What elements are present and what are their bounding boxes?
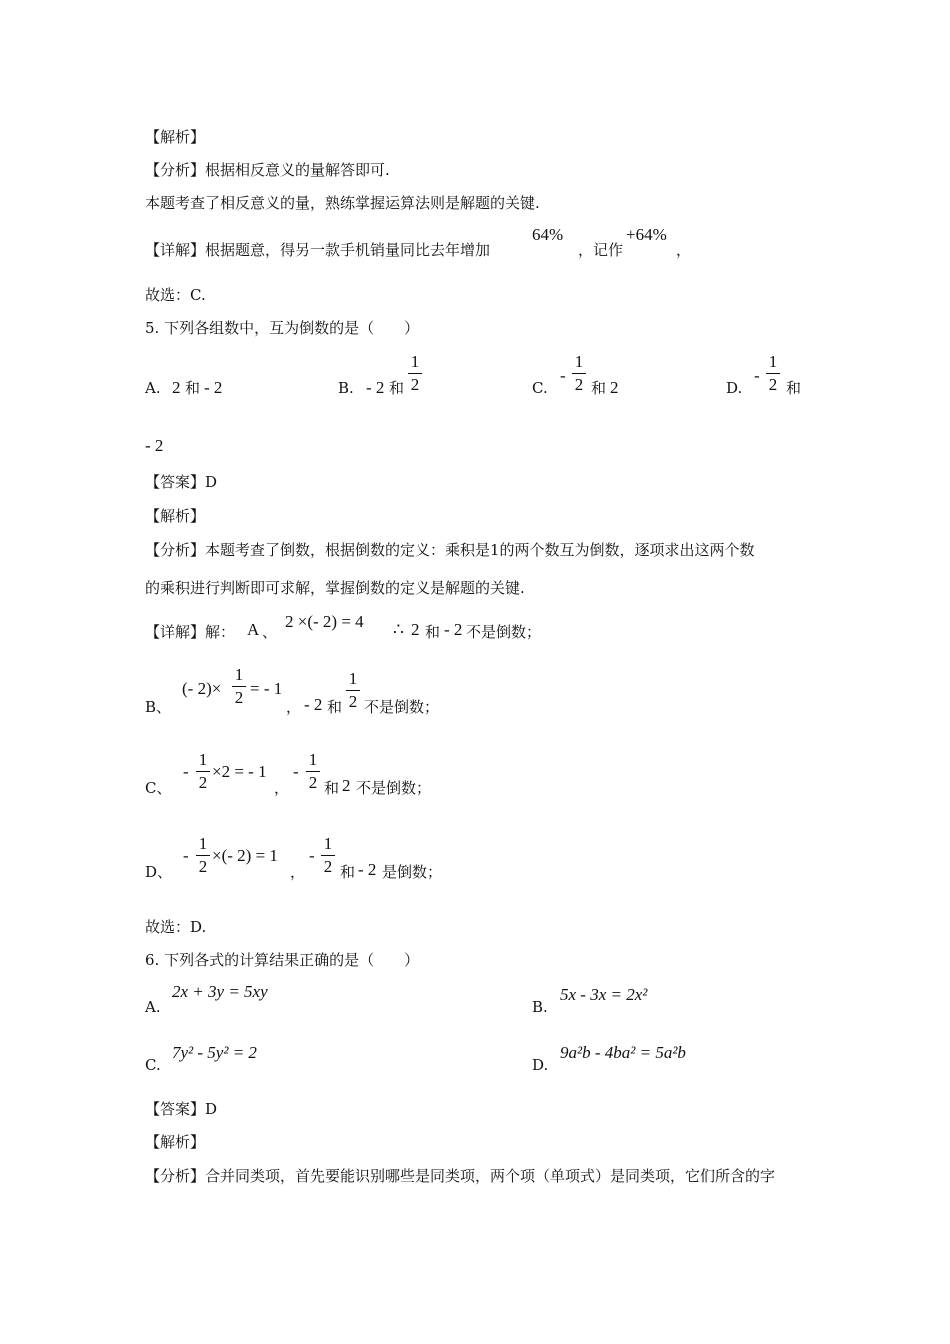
math-minus: -: [183, 762, 189, 781]
math-term: - 2: [366, 378, 385, 397]
detail-text: 不是倒数；: [466, 623, 542, 641]
option-label: A.: [145, 379, 161, 397]
fraction: [196, 834, 210, 877]
choice-text: 故选：D.: [145, 918, 207, 936]
math-expression: 9a²b - 4ba² = 5a²b: [560, 1043, 686, 1062]
analysis-text: 【分析】合并同类项，首先要能识别哪些是同类项，两个项（单项式）是同类项，它们所含的字: [145, 1167, 776, 1185]
fraction-numerator: 1: [348, 669, 358, 688]
connector-text: 和: [324, 779, 340, 797]
option-label: D.: [726, 379, 743, 397]
separator: ，: [274, 779, 290, 797]
fraction: [232, 665, 246, 708]
fraction-bar: [306, 771, 320, 772]
math-term: - 2: [444, 620, 463, 639]
fraction-bar: [572, 373, 586, 374]
math-term: 2: [411, 620, 420, 639]
fraction-denominator: 2: [323, 857, 333, 876]
fraction-denominator: 2: [410, 375, 420, 394]
answer-text: 【答案】D: [145, 1100, 218, 1118]
option-label: A: [247, 620, 260, 639]
fraction-denominator: 2: [574, 375, 584, 394]
fraction-bar: [196, 855, 210, 856]
fraction-numerator: 1: [308, 750, 318, 769]
fraction-denominator: 2: [198, 773, 208, 792]
fraction-numerator: 1: [768, 352, 778, 371]
analysis-text: 【分析】根据相反意义的量解答即可.: [145, 161, 390, 179]
detail-text: 是倒数；: [382, 863, 443, 881]
fraction-bar: [321, 855, 335, 856]
fraction-numerator: 1: [198, 750, 208, 769]
option-label: B.: [532, 998, 548, 1016]
math-percent: 64%: [532, 225, 564, 244]
option-label: B、: [145, 698, 172, 716]
detail-text: 不是倒数；: [364, 698, 440, 716]
math-term: - 2: [204, 378, 223, 397]
fraction-bar: [408, 373, 422, 374]
option-label: C.: [532, 379, 548, 397]
fraction-denominator: 2: [198, 857, 208, 876]
fraction-denominator: 2: [348, 692, 358, 711]
analysis-text: 【分析】本题考查了倒数，根据倒数的定义：乘积是1的两个数互为倒数，逐项求出这两个数: [145, 541, 755, 559]
math-term: - 2: [145, 436, 164, 455]
math-expression: 2 ×(- 2) = 4: [285, 612, 364, 631]
connector-text: 和: [340, 863, 356, 881]
math-minus: -: [754, 366, 760, 385]
fraction-bar: [346, 690, 360, 691]
fraction: [572, 352, 586, 395]
fraction: [196, 750, 210, 793]
connector-text: 和: [425, 623, 441, 641]
fraction-denominator: 2: [308, 773, 318, 792]
analysis-heading: 【解析】: [145, 1133, 206, 1151]
fraction-bar: [232, 686, 246, 687]
fraction: [408, 352, 422, 395]
analysis-text: 本题考查了相反意义的量，熟练掌握运算法则是解题的关键.: [145, 194, 540, 212]
fraction: [346, 669, 360, 712]
fraction-numerator: 1: [410, 352, 420, 371]
math-minus: -: [293, 762, 299, 781]
math-percent: +64%: [626, 225, 667, 244]
option-label: C.: [145, 1056, 161, 1074]
math-term: - 2: [358, 860, 377, 879]
detail-text: 不是倒数；: [356, 779, 432, 797]
connector-text: 和: [185, 379, 201, 397]
math-term: - 2: [304, 695, 323, 714]
option-label: D、: [145, 863, 173, 881]
math-expression: ×(- 2) = 1: [212, 846, 278, 865]
math-expression: = - 1: [250, 679, 283, 698]
fraction-numerator: 1: [574, 352, 584, 371]
fraction-bar: [766, 373, 780, 374]
separator: ，: [290, 863, 306, 881]
math-term: 2: [172, 378, 181, 397]
option-label: B.: [338, 379, 354, 397]
analysis-heading: 【解析】: [145, 128, 206, 146]
analysis-heading: 【解析】: [145, 507, 206, 525]
fraction: [306, 750, 320, 793]
math-expression: ×2 = - 1: [212, 762, 267, 781]
option-label: A.: [145, 998, 161, 1016]
fraction-denominator: 2: [234, 688, 244, 707]
question-stem: 5. 下列各组数中，互为倒数的是（ ）: [145, 319, 420, 337]
connector-text: 和: [327, 698, 343, 716]
separator: 、: [262, 623, 278, 641]
math-expression: (- 2)×: [182, 679, 222, 698]
analysis-text: 的乘积进行判断即可求解，掌握倒数的定义是解题的关键.: [145, 579, 525, 597]
fraction-numerator: 1: [323, 834, 333, 853]
therefore-symbol: ∴: [393, 620, 404, 639]
connector-text: 和: [786, 379, 802, 397]
math-minus: -: [560, 366, 566, 385]
math-expression: 2x + 3y = 5xy: [172, 982, 268, 1001]
answer-text: 【答案】D: [145, 473, 218, 491]
math-minus: -: [183, 846, 189, 865]
detail-text: ，: [676, 241, 692, 259]
fraction-bar: [196, 771, 210, 772]
math-term: 2: [342, 776, 351, 795]
separator: ，: [286, 698, 302, 716]
connector-text: 和: [389, 379, 405, 397]
detail-text: 【详解】根据题意，得另一款手机销量同比去年增加: [145, 241, 491, 259]
math-term: 2: [610, 378, 619, 397]
fraction-numerator: 1: [198, 834, 208, 853]
fraction-denominator: 2: [768, 375, 778, 394]
detail-text: 【详解】解：: [145, 623, 236, 641]
math-expression: 5x - 3x = 2x²: [560, 985, 648, 1004]
connector-text: 和: [591, 379, 607, 397]
fraction: [766, 352, 780, 395]
fraction-numerator: 1: [234, 665, 244, 684]
option-label: D.: [532, 1056, 549, 1074]
detail-text: ，记作: [578, 241, 624, 259]
math-expression: 7y² - 5y² = 2: [172, 1043, 257, 1062]
math-minus: -: [309, 846, 315, 865]
option-label: C、: [145, 779, 172, 797]
choice-text: 故选：C.: [145, 286, 206, 304]
question-stem: 6. 下列各式的计算结果正确的是（ ）: [145, 951, 420, 969]
fraction: [321, 834, 335, 877]
